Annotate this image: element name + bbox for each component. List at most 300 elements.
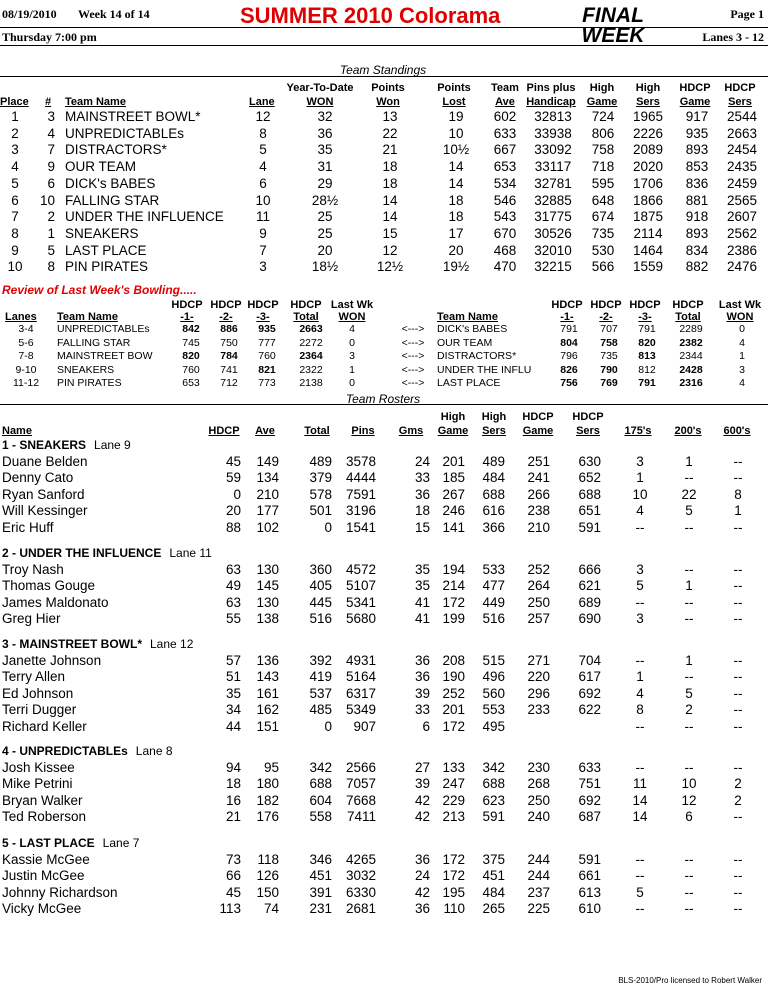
player-high-game: 172 [442, 718, 465, 734]
review-won-b: 0 [739, 323, 745, 335]
standings-col-team: Team Name [65, 96, 126, 108]
player-ave: 182 [256, 792, 279, 808]
player-ave: 130 [256, 594, 279, 610]
player-hdcp: 0 [233, 486, 241, 502]
review-g3-a: 777 [258, 336, 276, 349]
standings-team-name: LAST PLACE [65, 242, 147, 258]
standings-pins-hdcp: 32215 [534, 259, 572, 275]
review-g3-b: 812 [638, 363, 656, 376]
player-600s: 2 [734, 792, 742, 808]
roster-col-pins: Pins [351, 425, 375, 437]
team-roster-heading [2, 438, 131, 452]
player-hdcp: 44 [225, 718, 241, 734]
roster-col-hg2: Game [437, 425, 469, 437]
standings-title: Team Standings [339, 63, 427, 77]
review-g3-a: 773 [258, 377, 276, 390]
standings-team-number: 6 [47, 175, 55, 191]
player-high-sers: 489 [482, 454, 505, 469]
player-hdcp-sers: 610 [578, 901, 601, 917]
player-hdcp-game: 225 [527, 901, 550, 917]
player-pins: 5680 [345, 611, 376, 627]
review-team-a: FALLING STAR [57, 336, 131, 349]
standings-team-name: DISTRACTORS* [65, 142, 167, 158]
player-200s: 1 [685, 454, 693, 469]
player-games: 35 [414, 562, 430, 577]
standings-high-sers: 1706 [632, 175, 664, 191]
player-200s: 5 [685, 685, 693, 701]
review-tot-a: 2138 [299, 377, 323, 390]
standings-col-ytd2: WON [306, 96, 334, 108]
standings-points-won: 12 [382, 242, 398, 258]
roster-col-200s: 200's [674, 425, 702, 437]
player-hdcp: 59 [225, 470, 241, 486]
review-team-a: UNPREDICTABLEs [57, 323, 150, 335]
standings-col-num: # [45, 96, 52, 108]
review-g2-b: 769 [600, 377, 618, 390]
player-200s: -- [684, 519, 694, 535]
player-hdcp-sers: 591 [578, 852, 601, 867]
review-col-team-b: Team Name [437, 311, 498, 323]
player-200s: -- [684, 760, 694, 775]
review-team-b: OUR TEAM [437, 336, 493, 349]
player-ave: 145 [256, 578, 279, 594]
player-high-sers: 616 [482, 503, 505, 519]
player-hdcp: 20 [225, 503, 241, 519]
standings-col-hds1: HDCP [724, 82, 756, 94]
team-roster-title: 1 - SNEAKERS [2, 438, 87, 452]
review-g3-a: 821 [258, 363, 276, 376]
player-pins: 7057 [345, 776, 376, 792]
player-pins: 5341 [345, 594, 376, 610]
review-col-g2b: -2- [219, 311, 233, 323]
standings-team-ave: 602 [493, 109, 517, 124]
standings-col-lane: Lane [249, 96, 275, 108]
player-200s: 1 [685, 653, 693, 668]
player-games: 36 [414, 486, 430, 502]
player-games: 36 [414, 653, 430, 668]
player-high-sers: 688 [482, 776, 505, 792]
standings-points-won: 18 [382, 159, 398, 175]
player-total: 485 [309, 702, 332, 718]
review-g2-a: 784 [220, 350, 238, 363]
standings-team-name: UNDER THE INFLUENCE [65, 209, 224, 225]
standings-ytd-won: 25 [317, 209, 333, 225]
player-total: 342 [309, 760, 332, 775]
standings-col-hs2: Sers [636, 96, 660, 108]
standings-team-number: 10 [39, 192, 55, 208]
roster-col-gms: Gms [398, 425, 424, 437]
player-ave: 162 [256, 702, 279, 718]
player-hdcp-sers: 666 [578, 562, 601, 577]
standings-hdcp-game: 834 [685, 242, 709, 258]
player-pins: 7668 [345, 792, 376, 808]
player-total: 501 [309, 503, 332, 519]
player-hdcp-sers: 651 [578, 503, 601, 519]
player-600s: -- [733, 578, 743, 594]
review-g3-a: 935 [258, 323, 276, 335]
standings-points-lost: 20 [448, 242, 464, 258]
player-name: Ryan Sanford [2, 486, 85, 502]
team-roster-title: 2 - UNDER THE INFLUENCE [2, 546, 162, 560]
review-won-a: 1 [349, 363, 355, 376]
player-name: Johnny Richardson [2, 884, 118, 900]
player-hdcp: 63 [225, 594, 241, 610]
player-total: 516 [309, 611, 332, 627]
player-200s: -- [684, 470, 694, 486]
player-high-game: 172 [442, 594, 465, 610]
review-lanes: 5-6 [18, 336, 34, 349]
standings-team-ave: 470 [493, 259, 517, 275]
standings-pins-hdcp: 32781 [534, 175, 572, 191]
player-pins: 4444 [345, 470, 376, 486]
review-col-tota: HDCP [290, 299, 322, 311]
player-games: 39 [414, 776, 430, 792]
player-600s: -- [733, 594, 743, 610]
player-175s: -- [635, 901, 645, 917]
player-name: Mike Petrini [2, 776, 73, 792]
standings-hdcp-sers: 2476 [726, 259, 758, 275]
player-pins: 7411 [346, 809, 376, 825]
standings-points-lost: 19½ [442, 259, 470, 275]
standings-high-game: 735 [591, 225, 615, 241]
player-name: James Maldonato [2, 594, 109, 610]
standings-hdcp-sers: 2607 [726, 209, 758, 225]
player-ave: 138 [256, 611, 279, 627]
player-total: 360 [309, 562, 332, 577]
player-high-sers: 449 [482, 594, 505, 610]
standings-points-won: 14 [382, 209, 398, 225]
review-vs-arrow: <---> [401, 377, 425, 390]
standings-pins-hdcp: 31775 [534, 209, 572, 225]
player-name: Vicky McGee [2, 901, 82, 917]
player-175s: 11 [632, 776, 647, 792]
review-g3-b: 813 [638, 350, 656, 363]
player-high-sers: 366 [482, 519, 505, 535]
standings-lane: 10 [255, 192, 271, 208]
review-won-b: 4 [739, 377, 745, 390]
player-total: 346 [309, 852, 332, 867]
standings-hdcp-sers: 2562 [726, 225, 758, 241]
standings-ytd-won: 25 [317, 225, 333, 241]
player-hdcp-sers: 613 [578, 884, 601, 900]
standings-high-game: 806 [591, 125, 615, 141]
review-col-b-g2a: HDCP [590, 299, 622, 311]
player-200s: -- [684, 669, 694, 685]
player-hdcp-game: 271 [527, 653, 550, 668]
standings-col-ave1: Team [491, 82, 519, 94]
player-pins: 6317 [345, 685, 376, 701]
final-line-1: FINAL [582, 4, 644, 27]
review-g1-b: 804 [560, 336, 578, 349]
standings-col-pw1: Points [371, 82, 405, 94]
header-rule [0, 27, 768, 28]
standings-team-ave: 468 [493, 242, 517, 258]
player-games: 41 [414, 594, 430, 610]
standings-col-pl2: Lost [442, 96, 466, 108]
player-high-sers: 591 [482, 809, 505, 825]
player-175s: 3 [636, 562, 644, 577]
player-175s: -- [635, 718, 645, 734]
team-roster-title: 5 - LAST PLACE [2, 836, 95, 850]
player-hdcp: 18 [225, 776, 241, 792]
review-tot-b: 2428 [679, 363, 703, 376]
roster-col-hdg2: Game [522, 425, 554, 437]
review-col-totb: Total [293, 311, 319, 323]
review-g3-b: 820 [638, 336, 656, 349]
player-pins: 7591 [345, 486, 376, 502]
standings-high-sers: 1866 [632, 192, 664, 208]
review-col-g1b: -1- [180, 311, 194, 323]
review-g2-a: 712 [220, 377, 238, 390]
roster-col-total: Total [304, 425, 330, 437]
standings-points-won: 18 [382, 175, 398, 191]
standings-ytd-won: 32 [317, 109, 333, 124]
player-name: Greg Hier [2, 611, 61, 627]
player-name: Terry Allen [2, 669, 66, 685]
standings-hdcp-game: 853 [685, 159, 709, 175]
player-hdcp-sers: 630 [578, 454, 601, 469]
standings-team-name: OUR TEAM [65, 159, 137, 175]
roster-col-ave: Ave [255, 425, 275, 437]
standings-lane: 12 [255, 109, 271, 124]
review-g2-b: 735 [600, 350, 618, 363]
review-vs-arrow: <---> [401, 336, 425, 349]
roster-col-hds1: HDCP [572, 411, 604, 423]
player-pins: 1541 [345, 519, 376, 535]
player-200s: 10 [681, 776, 697, 792]
player-600s: -- [733, 702, 743, 718]
review-vs-arrow: <---> [401, 363, 425, 376]
player-175s: 1 [636, 470, 644, 486]
player-total: 688 [309, 776, 332, 792]
player-high-game: 214 [442, 578, 465, 594]
standings-team-ave: 543 [493, 209, 517, 225]
player-hdcp-game: 241 [527, 470, 550, 486]
player-games: 36 [414, 669, 430, 685]
standings-place: 6 [11, 192, 19, 208]
standings-team-number: 2 [47, 209, 55, 225]
team-roster-lane: Lane 8 [135, 744, 173, 758]
player-name: Terri Dugger [2, 702, 77, 718]
player-high-game: 201 [442, 702, 465, 718]
player-600s: -- [733, 901, 743, 917]
standings-high-game: 530 [591, 242, 615, 258]
player-175s: 14 [632, 792, 648, 808]
player-high-game: 267 [442, 486, 465, 502]
player-high-sers: 553 [482, 702, 505, 718]
player-175s: 10 [632, 486, 648, 502]
player-600s: -- [733, 669, 743, 685]
player-pins: 2566 [345, 760, 376, 775]
review-tot-a: 2272 [299, 336, 323, 349]
standings-place: 3 [11, 142, 19, 158]
standings-team-number: 8 [47, 259, 55, 275]
review-g1-a: 760 [182, 363, 200, 376]
review-col-g1a: HDCP [171, 299, 203, 311]
standings-pins-hdcp: 33938 [534, 125, 572, 141]
player-games: 33 [414, 702, 430, 718]
player-ave: 143 [256, 669, 279, 685]
standings-pins-hdcp: 33117 [534, 159, 572, 175]
player-high-game: 252 [442, 685, 465, 701]
review-col-b-tota: HDCP [672, 299, 704, 311]
review-g1-a: 745 [182, 336, 200, 349]
standings-place: 9 [11, 242, 19, 258]
player-hdcp-sers: 633 [578, 760, 601, 775]
player-total: 578 [309, 486, 332, 502]
player-high-game: 199 [442, 611, 465, 627]
standings-place: 4 [11, 159, 19, 175]
review-team-b: DISTRACTORS* [437, 350, 517, 363]
standings-place: 5 [11, 175, 19, 191]
standings-pins-hdcp: 32010 [534, 242, 572, 258]
player-total: 445 [309, 594, 332, 610]
player-games: 24 [414, 454, 430, 469]
player-high-game: 110 [443, 901, 465, 917]
roster-col-hdcp: HDCP [208, 425, 240, 437]
player-name: Duane Belden [2, 454, 88, 469]
review-tot-b: 2382 [679, 336, 703, 349]
player-175s: -- [635, 760, 645, 775]
standings-col-ave2: Ave [495, 96, 515, 108]
review-won-a: 0 [349, 336, 355, 349]
player-hdcp-sers: 622 [578, 702, 601, 718]
review-g2-a: 741 [220, 363, 238, 376]
review-won-b: 3 [739, 363, 745, 376]
player-hdcp: 34 [225, 702, 241, 718]
player-total: 391 [309, 884, 332, 900]
review-g2-b: 707 [600, 323, 618, 335]
standings-points-lost: 10 [448, 125, 464, 141]
player-high-game: 195 [442, 884, 465, 900]
standings-ytd-won: 31 [317, 159, 333, 175]
page-number: Page 1 [730, 7, 764, 21]
standings-rule [0, 76, 768, 77]
review-g2-b: 790 [600, 363, 618, 376]
player-ave: 136 [256, 653, 279, 668]
standings-team-ave: 546 [493, 192, 517, 208]
review-col-b-g3b: -3- [638, 311, 652, 323]
player-200s: -- [684, 884, 694, 900]
player-pins: 6330 [345, 884, 376, 900]
player-high-game: 172 [442, 868, 465, 884]
player-games: 39 [414, 685, 430, 701]
player-hdcp-sers: 692 [578, 685, 601, 701]
review-team-b: LAST PLACE [437, 377, 501, 390]
standings-high-sers: 2226 [632, 125, 664, 141]
standings-hdcp-game: 935 [685, 125, 709, 141]
player-games: 36 [414, 901, 430, 917]
player-600s: -- [733, 470, 743, 486]
team-roster-lane: Lane 12 [150, 637, 194, 651]
review-tot-a: 2322 [299, 363, 323, 376]
player-hdcp-sers: 652 [578, 470, 601, 486]
lanes-range: Lanes 3 - 12 [702, 30, 764, 44]
player-total: 419 [309, 669, 332, 685]
player-200s: -- [684, 611, 694, 627]
player-ave: 95 [263, 760, 279, 775]
standings-team-name: FALLING STAR [65, 192, 160, 208]
standings-high-sers: 2020 [632, 159, 664, 175]
review-g1-b: 756 [560, 377, 578, 390]
standings-hdcp-sers: 2544 [726, 109, 758, 124]
standings-points-lost: 14 [448, 175, 464, 191]
standings-points-lost: 19 [448, 109, 464, 124]
player-pins: 5349 [345, 702, 376, 718]
week-label: Week 14 of 14 [78, 7, 150, 21]
standings-high-sers: 1875 [632, 209, 664, 225]
standings-col-hdg1: HDCP [679, 82, 711, 94]
player-name: Ed Johnson [2, 685, 74, 701]
standings-lane: 6 [259, 175, 267, 191]
player-ave: 177 [256, 503, 279, 519]
standings-team-number: 7 [47, 142, 55, 158]
player-games: 42 [414, 884, 430, 900]
player-total: 379 [309, 470, 332, 486]
player-high-sers: 484 [482, 884, 505, 900]
player-hdcp-sers: 591 [578, 519, 601, 535]
team-roster-heading [2, 637, 193, 651]
player-hdcp-game: 257 [527, 611, 550, 627]
player-name: Bryan Walker [2, 792, 83, 808]
review-team-b: DICK's BABES [437, 323, 508, 335]
league-title: SUMMER 2010 Colorama [240, 3, 501, 28]
player-games: 41 [414, 611, 430, 627]
standings-team-ave: 633 [493, 125, 517, 141]
review-g3-b: 791 [638, 377, 656, 390]
standings-high-game: 648 [591, 192, 615, 208]
review-team-a: PIN PIRATES [57, 377, 122, 390]
review-tot-b: 2316 [679, 377, 703, 390]
player-175s: -- [635, 653, 645, 668]
player-600s: -- [733, 868, 743, 884]
review-g2-a: 750 [220, 336, 238, 349]
player-hdcp-game: 252 [527, 562, 550, 577]
standings-points-lost: 14 [448, 159, 464, 175]
standings-team-number: 9 [47, 159, 55, 175]
standings-high-game: 724 [591, 109, 615, 124]
player-hdcp-game: 244 [527, 868, 550, 884]
review-tot-a: 2663 [299, 323, 323, 335]
standings-ytd-won: 29 [317, 175, 333, 191]
standings-col-pins1: Pins plus [526, 82, 576, 94]
player-total: 537 [309, 685, 332, 701]
standings-team-name: DICK's BABES [65, 175, 156, 191]
player-200s: 12 [681, 792, 697, 808]
player-high-sers: 451 [482, 868, 505, 884]
player-175s: 1 [636, 669, 644, 685]
player-high-sers: 265 [482, 901, 505, 917]
review-col-b-g1a: HDCP [551, 299, 583, 311]
standings-col-hg1: High [589, 82, 615, 94]
standings-team-ave: 653 [493, 159, 517, 175]
player-high-game: 213 [442, 809, 465, 825]
player-600s: -- [733, 809, 743, 825]
day-time: Thursday 7:00 pm [2, 30, 97, 44]
standings-pins-hdcp: 30526 [534, 225, 572, 241]
player-pins: 5164 [345, 669, 376, 685]
player-total: 0 [324, 519, 332, 535]
standings-col-hg2: Game [586, 96, 618, 108]
review-col-g3a: HDCP [247, 299, 279, 311]
standings-hdcp-game: 881 [685, 192, 709, 208]
standings-lane: 9 [259, 225, 267, 241]
player-pins: 3578 [345, 454, 376, 469]
player-name: Josh Kissee [2, 760, 75, 775]
team-roster-heading [2, 744, 173, 758]
player-pins: 5107 [345, 578, 376, 594]
player-175s: -- [635, 852, 645, 867]
